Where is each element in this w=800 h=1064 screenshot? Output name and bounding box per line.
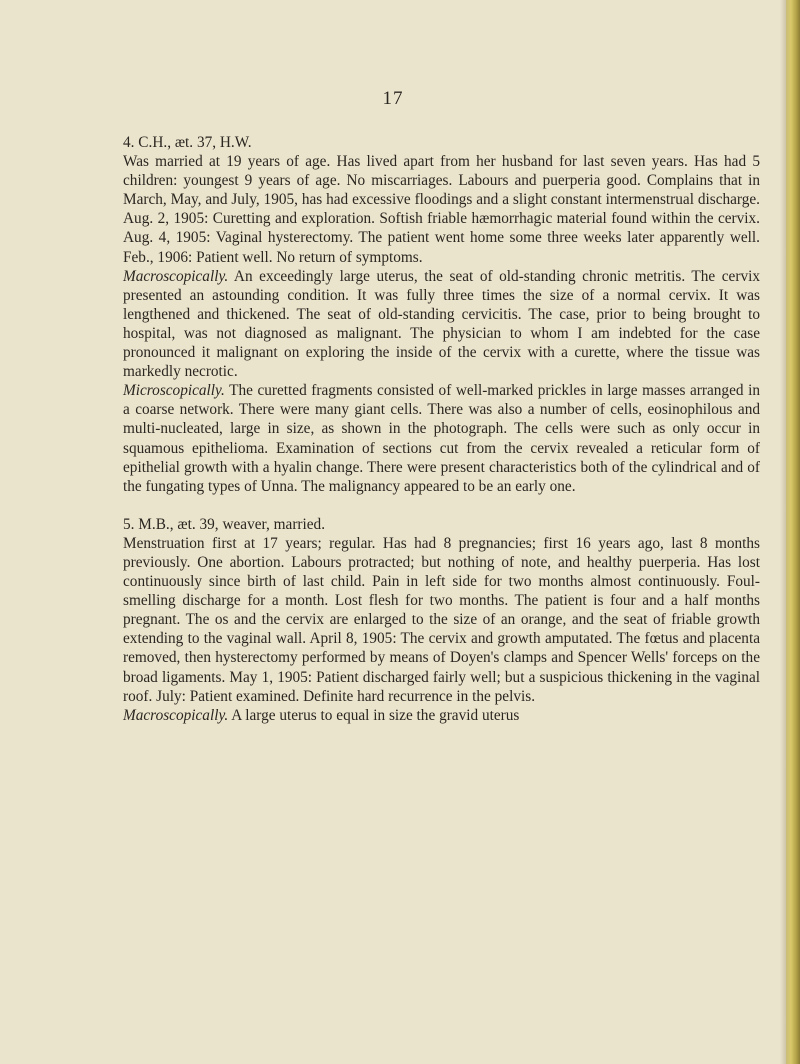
paragraph-text: Was married at 19 years of age. Has lived apart from her husband for last seven years. Has had 5 children: youngest 9 years of age. No miscarriages. Labours and puerperia good. Complains that in March, May, and July, 1905, has had excessive floodings and a slight constant intermenstrual discharge. Aug. 2, 1905: Curetting and exploration. Softish friable hæmorrhagic material found within the cervix. Aug. 4, 1905: Vaginal hysterectomy. The patient went home some three weeks later apparently well. Feb., 1906: Patient well. No return of symptoms.	[123, 153, 760, 266]
page-number: 17	[382, 88, 404, 109]
case-4	[123, 133, 760, 496]
case-heading: 4. C.H., æt. 37, H.W.	[123, 134, 252, 151]
case-history-paragraph	[123, 534, 760, 706]
paragraph-label: Macroscopically.	[123, 706, 229, 724]
paragraph-label: Macroscopically.	[123, 267, 229, 285]
macroscopic-paragraph	[123, 267, 760, 382]
paragraph-text: The curetted fragments consisted of well-marked prickles in large masses arranged in a coarse network. There were many giant cells. There was also a number of cells, eosinophilous and multi-nucleated, large in size, as shown in the photograph. The cells were such as only occur in squamous epithelioma. Examination of sections cut from the cervix revealed a reticular form of epithelial growth with a hyalin change. There were present characteristics both of the cylindrical and of the fungating types of Unna. The malignancy appeared to be an early one.	[123, 382, 760, 495]
case-history-paragraph	[123, 152, 760, 267]
paragraph-text: A large uterus to equal in size the gravid uterus	[228, 706, 520, 724]
macroscopic-paragraph	[123, 706, 760, 725]
book-edge	[786, 0, 800, 1064]
case-5	[123, 515, 760, 725]
paragraph-label: Microscopically.	[123, 382, 225, 400]
microscopic-paragraph	[123, 381, 760, 496]
paragraph-text: Menstruation first at 17 years; regular. Has had 8 pregnancies; first 16 years ago, last 8 months previously. One abortion. Labours protracted; but nothing of note, and healthy puerperia. Has lost continuously since birth of last child. Pain in left side for two months almost continuously. Foul-smelling discharge for a month. Lost flesh for two months. The patient is four and a half months pregnant. The os and the cervix are enlarged to the size of an orange, and the seat of friable growth extending to the vaginal wall. April 8, 1905: The cervix and growth amputated. The fœtus and placenta removed, then hysterectomy performed by means of Doyen's clamps and Spencer Wells' forceps on the broad ligaments. May 1, 1905: Patient discharged fairly well; but a suspicious thickening in the vaginal roof. July: Patient examined. Definite hard recurrence in the pelvis.	[123, 534, 760, 705]
case-heading: 5. M.B., æt. 39, weaver, married.	[123, 515, 326, 533]
paragraph-text: An exceedingly large uterus, the seat of old-standing chronic metritis. The cervix presented an astounding condition. It was fully three times the size of a normal cervix. It was lengthened and thickened. The seat of old-standing cervicitis. The case, prior to being brought to hospital, was not diagnosed as malignant. The physician to whom I am indebted for the case pronounced it malignant on exploring the inside of the cervix with a curette, where the tissue was markedly necrotic.	[123, 267, 760, 381]
page-body	[123, 133, 760, 725]
